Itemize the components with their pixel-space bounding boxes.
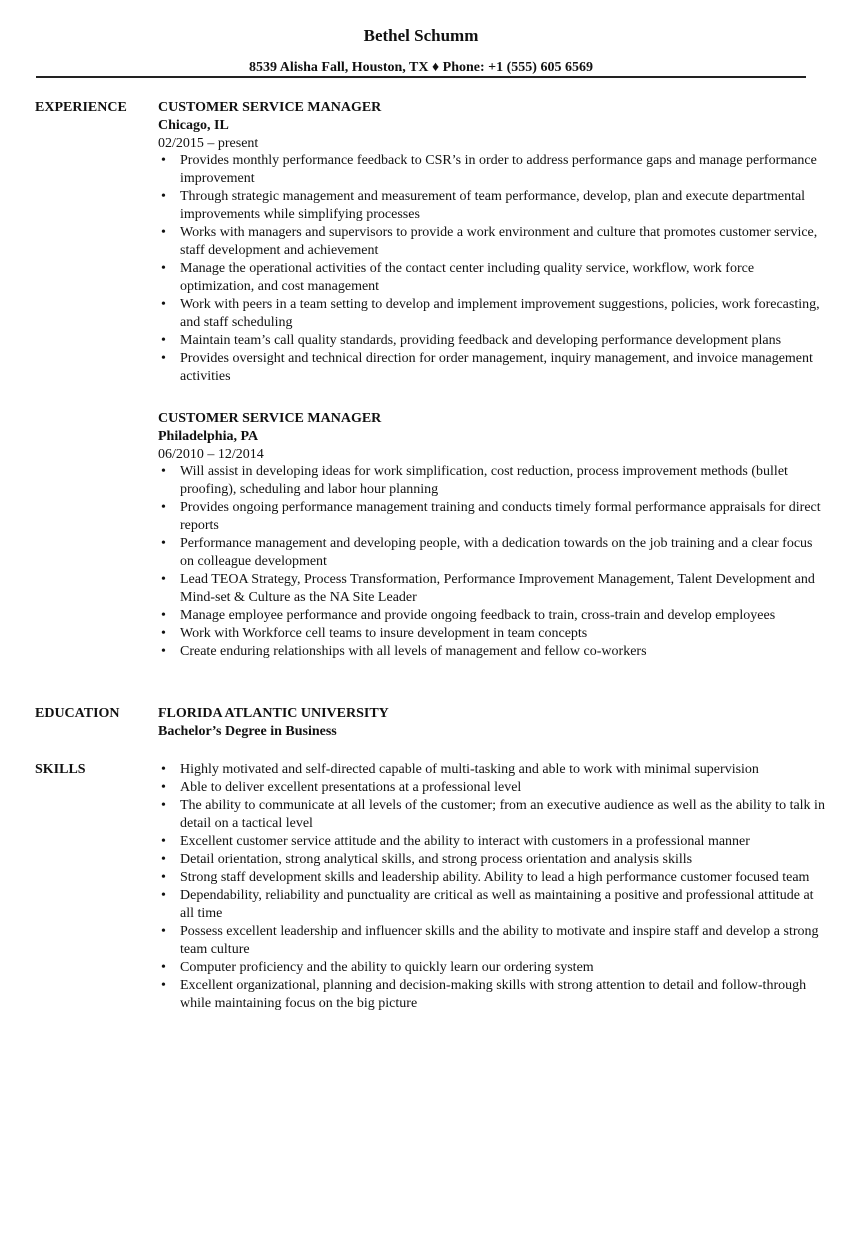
bullet-icon: • — [161, 626, 166, 641]
bullet-item: • Through strategic management and measurement of team performance, develop, plan and execute departmental improvements while simplifying processes — [161, 189, 806, 222]
header-divider — [36, 76, 806, 78]
bullet-icon: • — [161, 572, 166, 587]
bullet-item: • Create enduring relationships with all levels of management and fellow co-workers — [161, 644, 647, 659]
bullet-item: • Highly motivated and self-directed capable of multi-tasking and able to work with minimal supervision — [161, 762, 759, 777]
bullet-icon: • — [161, 500, 166, 515]
candidate-name: Bethel Schumm — [363, 26, 479, 45]
skills-bullets — [158, 761, 825, 1013]
bullet-icon: • — [161, 464, 166, 479]
bullet-item: • Strong staff development skills and leadership ability. Ability to lead a high performance customer focused team — [161, 870, 810, 885]
bullet-icon: • — [161, 978, 166, 993]
bullet-icon: • — [161, 834, 166, 849]
bullet-icon: • — [161, 351, 166, 366]
bullet-item: • Computer proficiency and the ability to quickly learn our ordering system — [161, 960, 594, 975]
resume-header — [36, 24, 806, 77]
bullet-item: • Provides oversight and technical direction for order management, inquiry management, and invoice management activities — [161, 351, 813, 384]
contact-line: 8539 Alisha Fall, Houston, TX ♦ Phone: +1 (555) 605 6569 — [249, 60, 593, 75]
bullet-item: • Lead TEOA Strategy, Process Transformation, Performance Improvement Management, Talent Development and Mind-set & Culture as the NA Site Leader — [161, 572, 815, 605]
bullet-item: • Performance management and developing people, with a dedication towards on the job training and a clear focus on colleague development — [161, 536, 813, 569]
bullet-icon: • — [161, 153, 166, 168]
degree-name: Bachelor’s Degree in Business — [158, 724, 337, 739]
bullet-icon: • — [161, 333, 166, 348]
bullet-item: • Able to deliver excellent presentations at a professional level — [161, 780, 522, 795]
job-location: Philadelphia, PA — [158, 429, 259, 444]
bullet-icon: • — [161, 780, 166, 795]
job-bullets — [158, 152, 825, 386]
bullet-icon: • — [161, 798, 166, 813]
bullet-item: • Possess excellent leadership and influencer skills and the ability to motivate and inspire staff and develop a strong team culture — [161, 924, 819, 957]
skills-section — [35, 761, 825, 1013]
bullet-icon: • — [161, 297, 166, 312]
bullet-item: • Dependability, reliability and punctuality are critical as well as maintaining a positive and professional attitude at all time — [161, 888, 814, 921]
bullet-item: • The ability to communicate at all levels of the customer; from an executive audience as well as the ability to talk in detail on a tactical level — [161, 798, 825, 831]
bullet-icon: • — [161, 852, 166, 867]
job-title: CUSTOMER SERVICE MANAGER — [158, 411, 382, 426]
bullet-item: • Excellent customer service attitude and the ability to interact with customers in a professional manner — [161, 834, 750, 849]
bullet-icon: • — [161, 608, 166, 623]
skills-body — [158, 761, 825, 1013]
bullet-item: • Manage the operational activities of the contact center including quality service, workflow, work force optimization, and cost management — [161, 261, 755, 294]
job-entry — [158, 99, 825, 386]
job-entry — [158, 410, 825, 661]
bullet-icon: • — [161, 644, 166, 659]
bullet-item: • Work with Workforce cell teams to insure development in team concepts — [161, 626, 588, 641]
bullet-icon: • — [161, 189, 166, 204]
job-bullets — [158, 463, 825, 661]
bullet-icon: • — [161, 762, 166, 777]
bullet-item: • Manage employee performance and provide ongoing feedback to train, cross-train and develop employees — [161, 608, 776, 623]
bullet-icon: • — [161, 870, 166, 885]
bullet-item: • Provides ongoing performance management training and conducts timely formal performance appraisals for direct reports — [161, 500, 821, 533]
bullet-icon: • — [161, 960, 166, 975]
bullet-item: • Provides monthly performance feedback to CSR’s in order to address performance gaps and manage performance improvement — [161, 153, 817, 186]
bullet-item: • Maintain team’s call quality standards, providing feedback and developing performance development plans — [161, 333, 782, 348]
skills-label: SKILLS — [35, 762, 86, 777]
job-location: Chicago, IL — [158, 118, 229, 133]
job-dates: 06/2010 – 12/2014 — [158, 447, 264, 462]
bullet-icon: • — [161, 888, 166, 903]
education-section — [35, 705, 825, 741]
education-body — [158, 705, 825, 741]
experience-section — [35, 99, 825, 661]
bullet-item: • Works with managers and supervisors to provide a work environment and culture that promotes customer service, staff development and achievement — [161, 225, 818, 258]
experience-label: EXPERIENCE — [35, 100, 127, 115]
bullet-item: • Detail orientation, strong analytical skills, and strong process orientation and analysis skills — [161, 852, 693, 867]
bullet-icon: • — [161, 225, 166, 240]
job-dates: 02/2015 – present — [158, 136, 259, 151]
bullet-icon: • — [161, 924, 166, 939]
bullet-item: • Excellent organizational, planning and decision-making skills with strong attention to detail and follow-through while maintaining focus on the big picture — [161, 978, 807, 1011]
bullet-item: • Work with peers in a team setting to develop and implement improvement suggestions, policies, work forecasting, and staff scheduling — [161, 297, 820, 330]
job-title: CUSTOMER SERVICE MANAGER — [158, 100, 382, 115]
bullet-item: • Will assist in developing ideas for work simplification, cost reduction, process improvement methods (bullet proofing), scheduling and labor hour planning — [161, 464, 788, 497]
school-name: FLORIDA ATLANTIC UNIVERSITY — [158, 706, 389, 721]
education-label: EDUCATION — [35, 706, 120, 721]
bullet-icon: • — [161, 261, 166, 276]
bullet-icon: • — [161, 536, 166, 551]
experience-body — [158, 99, 825, 661]
